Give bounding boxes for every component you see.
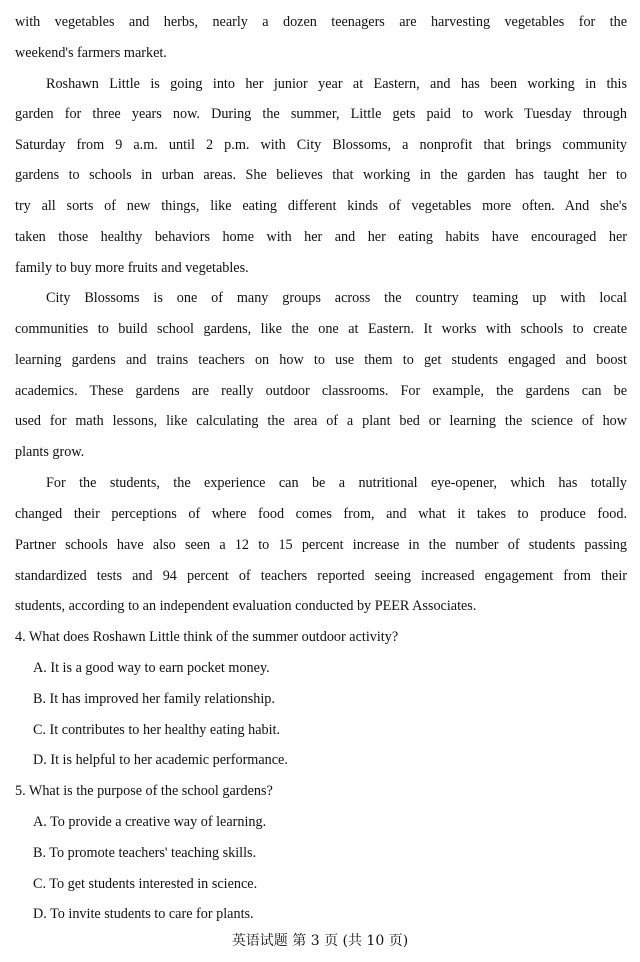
passage-line: Partner schools have also seen a 12 to 15 percent increase in the number of students passing xyxy=(15,537,627,553)
question-stem: 5. What is the purpose of the school gardens? xyxy=(15,783,273,799)
passage-line: garden for three years now. During the summer, Little gets paid to work Tuesday through xyxy=(15,106,627,122)
passage-line: For the students, the experience can be a nutritional eye-opener, which has totally xyxy=(46,475,627,491)
passage-line: family to buy more fruits and vegetables. xyxy=(15,260,249,276)
passage-line: try all sorts of new things, like eating different kinds of vegetables more often. And she's xyxy=(15,198,627,214)
passage-line: Saturday from 9 a.m. until 2 p.m. with City Blossoms, a nonprofit that brings community xyxy=(15,137,627,153)
passage-line: communities to build school gardens, like the one at Eastern. It works with schools to create xyxy=(15,321,627,337)
answer-option: D. It is helpful to her academic performance. xyxy=(33,752,288,768)
page-footer: 英语试题 第 3 页 (共 10 页) xyxy=(231,933,409,949)
answer-option: A. To provide a creative way of learning. xyxy=(33,814,267,830)
answer-option: D. To invite students to care for plants. xyxy=(33,906,254,922)
passage-line: plants grow. xyxy=(15,444,85,460)
answer-option: A. It is a good way to earn pocket money. xyxy=(33,660,270,676)
passage-line: City Blossoms is one of many groups across the country teaming up with local xyxy=(46,290,627,306)
answer-option: B. To promote teachers' teaching skills. xyxy=(33,845,257,861)
question-stem: 4. What does Roshawn Little think of the summer outdoor activity? xyxy=(15,629,399,645)
passage-line: academics. These gardens are really outdoor classrooms. For example, the gardens can be xyxy=(15,383,627,399)
passage-line: learning gardens and trains teachers on how to use them to get students engaged and boost xyxy=(15,352,627,368)
passage-line: students, according to an independent evaluation conducted by PEER Associates. xyxy=(15,598,477,614)
answer-option: C. It contributes to her healthy eating habit. xyxy=(33,722,281,738)
passage-line: gardens to schools in urban areas. She believes that working in the garden has taught her to xyxy=(15,167,627,183)
passage-line: standardized tests and 94 percent of teachers reported seeing increased engagement from their xyxy=(15,568,627,584)
passage-line: used for math lessons, like calculating the area of a plant bed or learning the science of how xyxy=(15,413,627,429)
passage-line: taken those healthy behaviors home with her and her eating habits have encouraged her xyxy=(15,229,627,245)
passage-line: changed their perceptions of where food comes from, and what it takes to produce food. xyxy=(15,506,627,522)
passage-line: with vegetables and herbs, nearly a dozen teenagers are harvesting vegetables for the xyxy=(15,14,627,30)
answer-option: C. To get students interested in science. xyxy=(33,876,258,892)
passage-line: Roshawn Little is going into her junior year at Eastern, and has been working in this xyxy=(46,76,627,92)
answer-option: B. It has improved her family relationship. xyxy=(33,691,275,707)
passage-line: weekend's farmers market. xyxy=(15,45,167,61)
